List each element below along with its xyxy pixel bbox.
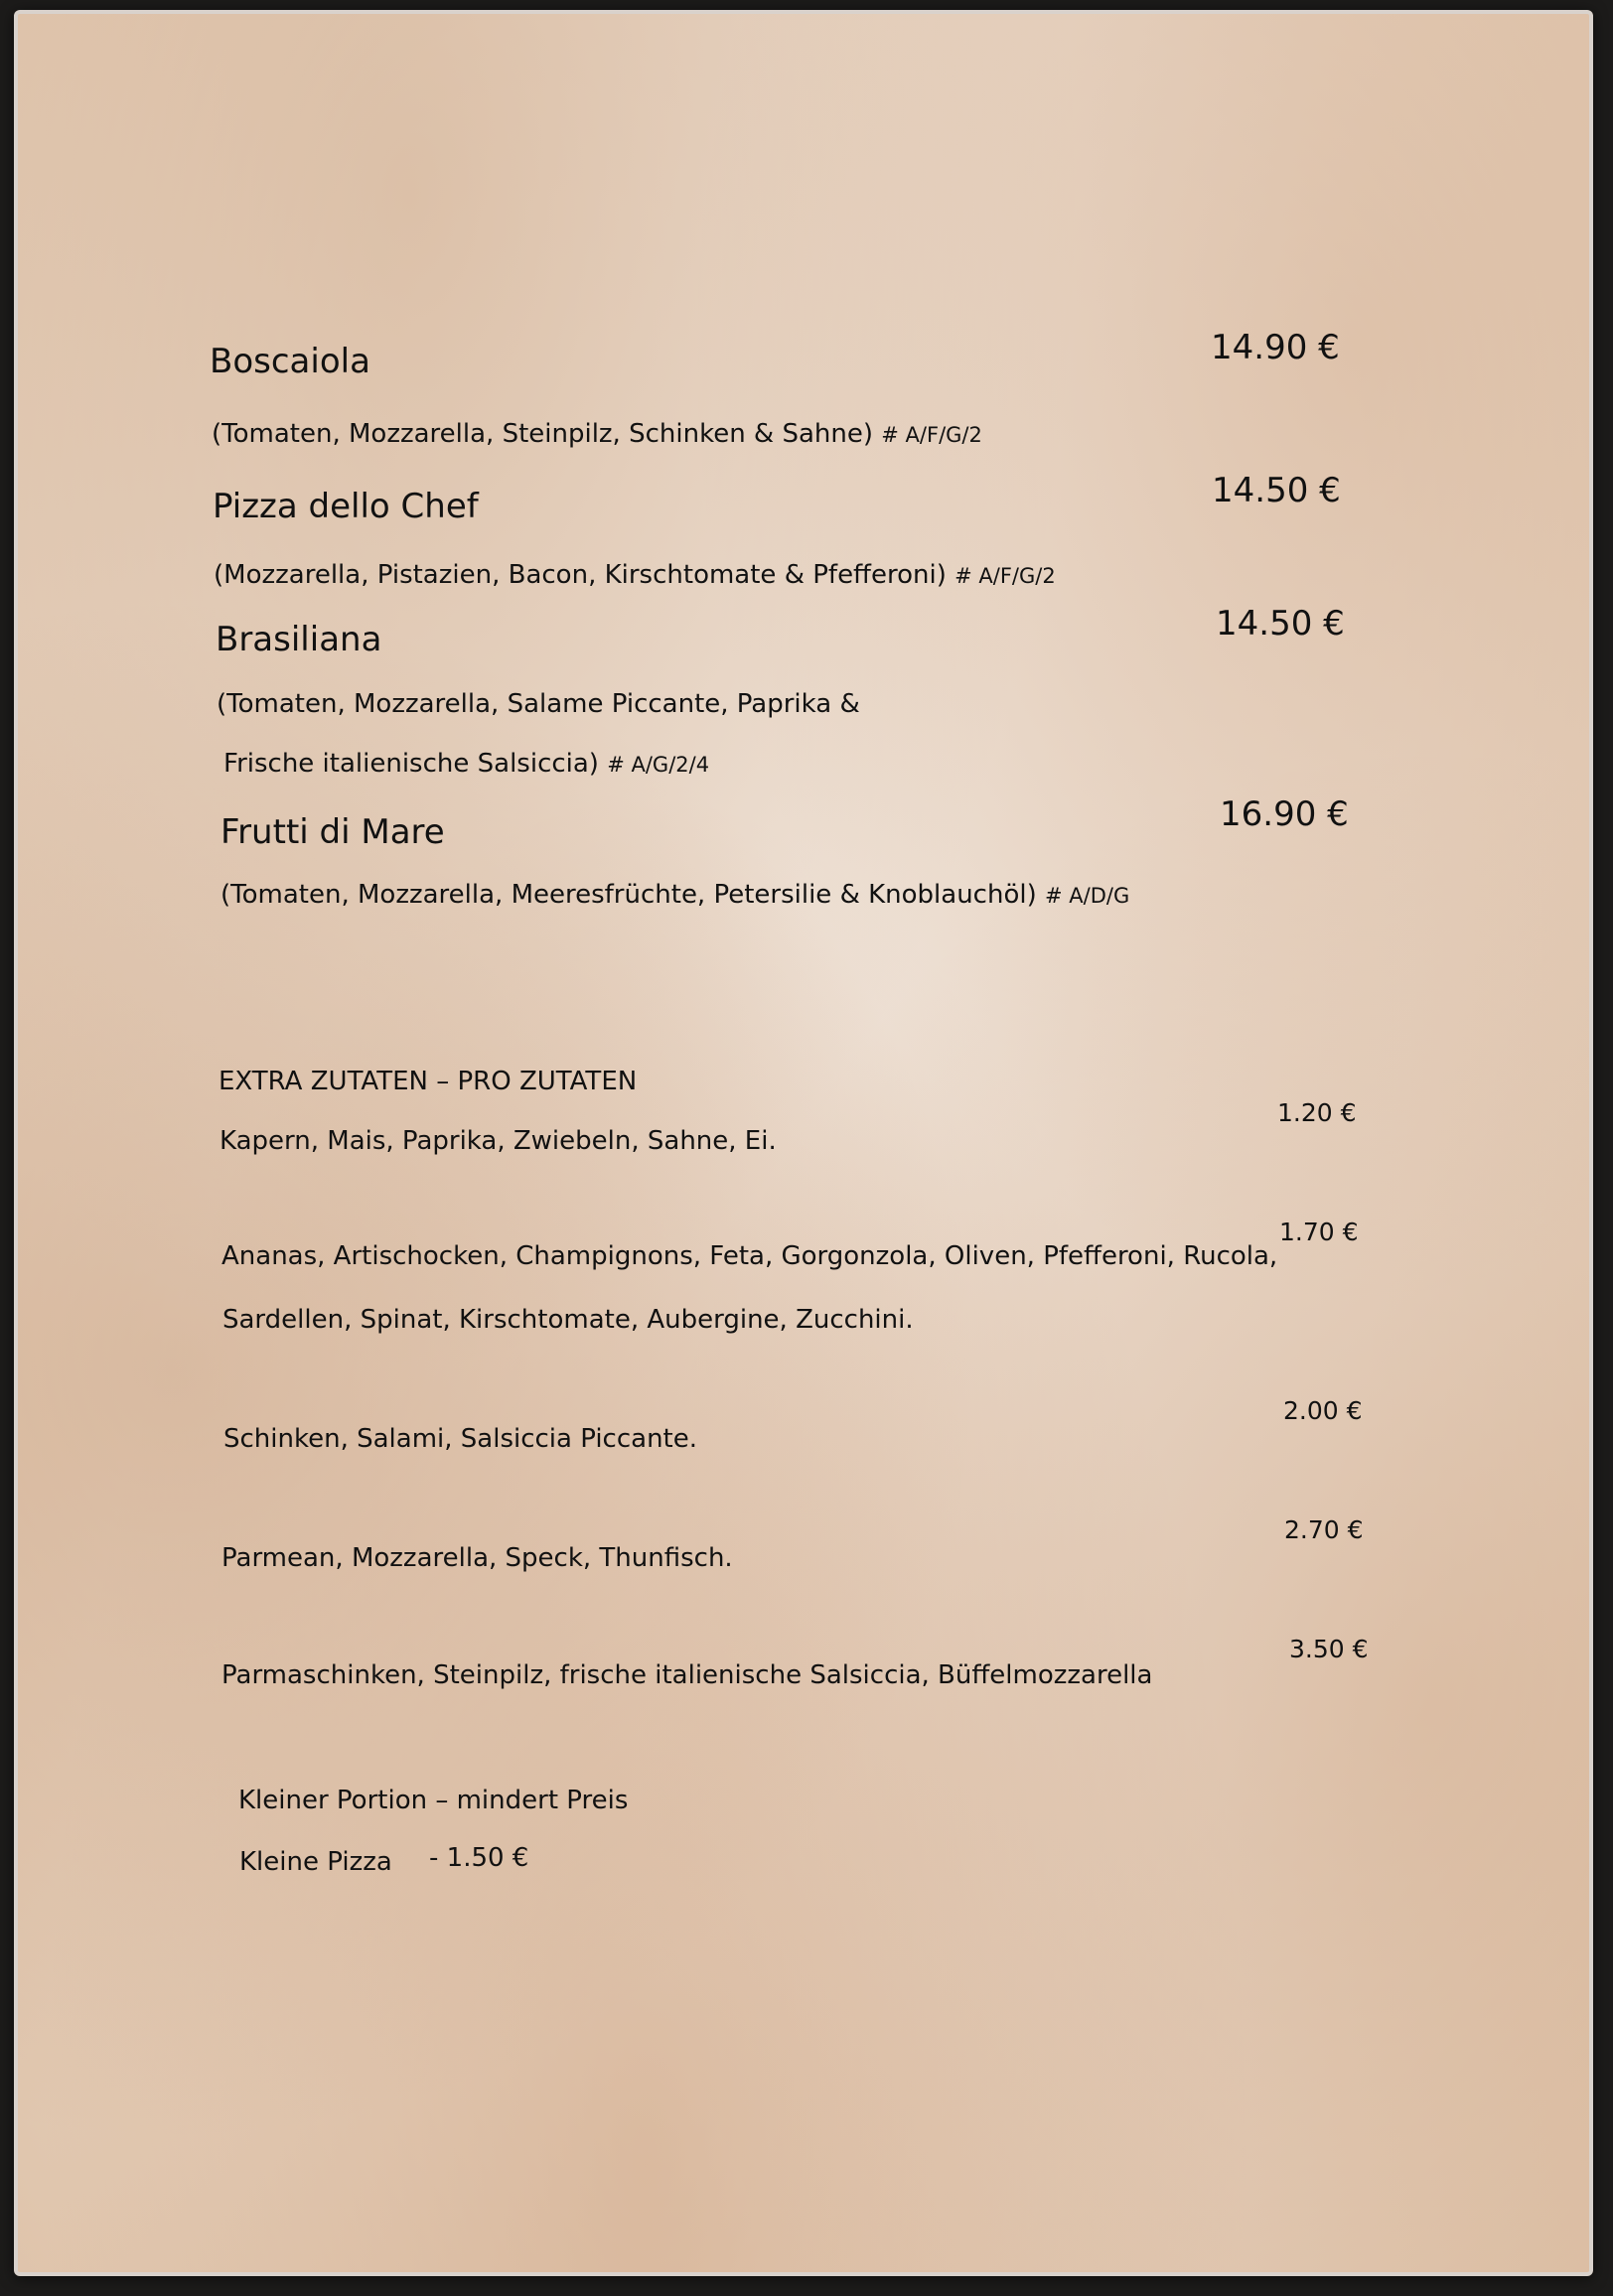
extras-group-2-line1: Ananas, Artischocken, Champignons, Feta, Gorgonzola, Oliven, Pfefferoni, Rucola, <box>221 1241 1278 1271</box>
extras-group-5: Parmaschinken, Steinpilz, frische italienische Salsiccia, Büffelmozzarella <box>221 1660 1153 1690</box>
extras-price-4: 2.70 € <box>1284 1515 1364 1544</box>
pizza-ingredients: (Tomaten, Mozzarella, Meeresfrüchte, Petersilie & Knoblauchöl) <box>220 880 1037 910</box>
extras-group-2-line2: Sardellen, Spinat, Kirschtomate, Aubergine, Zucchini. <box>222 1305 914 1335</box>
pizza-ingredients: (Mozzarella, Pistazien, Bacon, Kirschtomate & Pfefferoni) <box>214 560 947 590</box>
pizza-price: 16.90 € <box>1220 794 1349 834</box>
extras-price-1: 1.20 € <box>1277 1098 1357 1127</box>
pizza-name: Brasiliana <box>216 620 382 659</box>
extras-price-5: 3.50 € <box>1289 1635 1369 1663</box>
portion-price: - 1.50 € <box>429 1843 529 1873</box>
allergen-code: # A/F/G/2 <box>954 564 1056 588</box>
extras-price-3: 2.00 € <box>1283 1396 1363 1425</box>
pizza-name: Frutti di Mare <box>220 812 445 852</box>
allergen-code: # A/D/G <box>1045 884 1130 908</box>
pizza-description <box>212 419 982 449</box>
pizza-ingredients: Frische italienische Salsiccia) <box>223 749 599 779</box>
pizza-description <box>214 560 1056 590</box>
extras-group-1: Kapern, Mais, Paprika, Zwiebeln, Sahne, Ei. <box>220 1126 777 1156</box>
pizza-name: Pizza dello Chef <box>213 487 479 526</box>
pizza-price: 14.50 € <box>1212 471 1341 510</box>
extras-group-4: Parmean, Mozzarella, Speck, Thunfisch. <box>221 1543 733 1573</box>
pizza-ingredients: (Tomaten, Mozzarella, Steinpilz, Schinken & Sahne) <box>212 419 874 449</box>
extras-heading: EXTRA ZUTATEN – PRO ZUTATEN <box>219 1067 638 1096</box>
pizza-description-line2 <box>223 749 709 779</box>
pizza-price: 14.90 € <box>1211 328 1340 367</box>
portion-label: Kleine Pizza <box>239 1847 392 1877</box>
menu-page <box>14 10 1593 2276</box>
pizza-description <box>220 880 1129 910</box>
pizza-description-line1: (Tomaten, Mozzarella, Salame Piccante, Paprika & <box>217 689 860 719</box>
extras-price-2: 1.70 € <box>1279 1218 1359 1246</box>
extras-group-3: Schinken, Salami, Salsiccia Piccante. <box>223 1424 698 1454</box>
pizza-name: Boscaiola <box>210 342 370 381</box>
pizza-price: 14.50 € <box>1216 604 1345 644</box>
allergen-code: # A/G/2/4 <box>607 753 710 777</box>
portion-heading: Kleiner Portion – mindert Preis <box>238 1786 629 1815</box>
allergen-code: # A/F/G/2 <box>881 423 982 447</box>
